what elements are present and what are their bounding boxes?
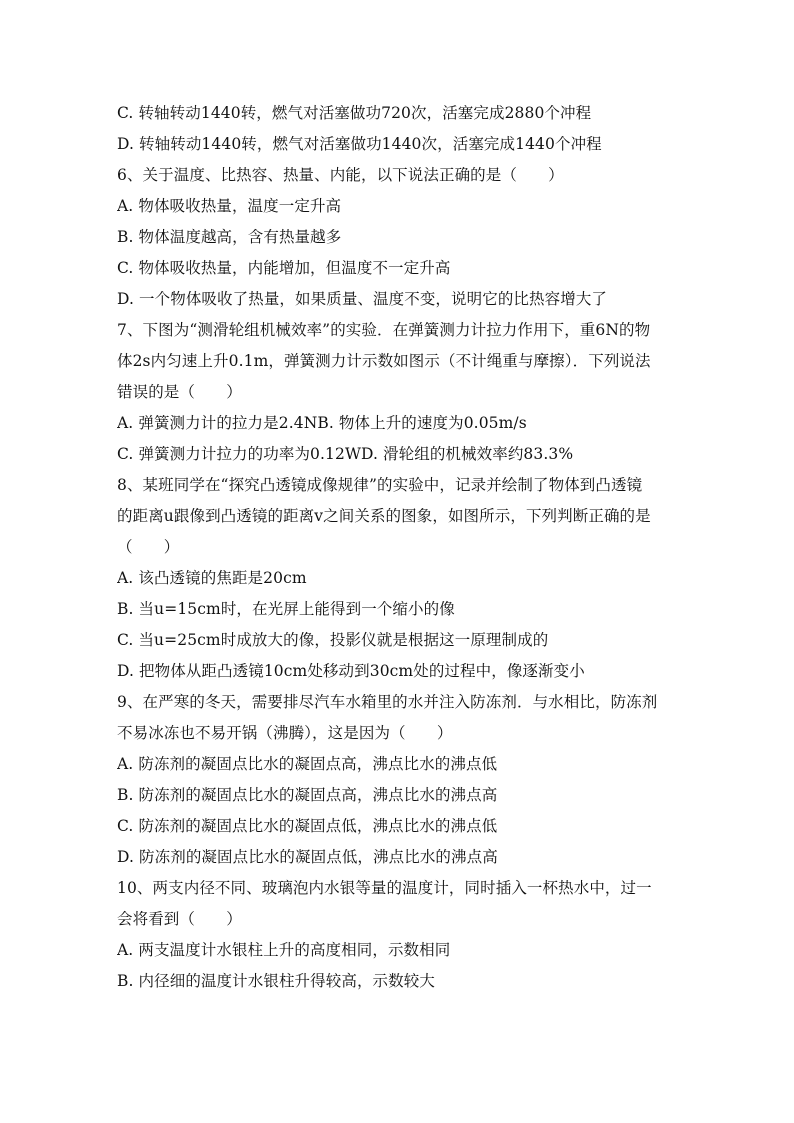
question-7-stem-line1: 7、下图为“测滑轮组机械效率”的实验．在弹簧测力计拉力作用下，重6N的物 xyxy=(117,321,651,339)
option-9d: D. 防冻剂的凝固点比水的凝固点低，沸点比水的沸点高 xyxy=(117,848,498,866)
option-8b: B. 当u=15cm时，在光屏上能得到一个缩小的像 xyxy=(117,600,455,618)
option-6b: B. 物体温度越高，含有热量越多 xyxy=(117,228,342,246)
option-8d: D. 把物体从距凸透镜10cm处移动到30cm处的过程中，像逐渐变小 xyxy=(117,662,585,680)
option-9a: A. 防冻剂的凝固点比水的凝固点高，沸点比水的沸点低 xyxy=(117,755,498,773)
option-7cd: C. 弹簧测力计拉力的功率为0.12WD. 滑轮组的机械效率约83.3% xyxy=(117,445,574,463)
question-10-stem-line2: 会将看到（ ） xyxy=(117,910,242,928)
question-8-stem-line1: 8、某班同学在“探究凸透镜成像规律”的实验中，记录并绘制了物体到凸透镜 xyxy=(117,476,643,494)
option-7ab: A. 弹簧测力计的拉力是2.4NB. 物体上升的速度为0.05m/s xyxy=(117,414,527,432)
option-8c: C. 当u=25cm时成放大的像，投影仪就是根据这一原理制成的 xyxy=(117,631,549,649)
question-7-stem-line2: 体2s内匀速上升0.1m，弹簧测力计示数如图示（不计绳重与摩擦）．下列说法 xyxy=(117,352,651,370)
option-8a: A. 该凸透镜的焦距是20cm xyxy=(117,569,307,587)
question-8-stem-line2: 的距离u跟像到凸透镜的距离v之间关系的图象，如图所示，下列判断正确的是 xyxy=(117,507,651,525)
question-6-stem: 6、关于温度、比热容、热量、内能，以下说法正确的是（ ） xyxy=(117,166,564,184)
option-9c: C. 防冻剂的凝固点比水的凝固点低，沸点比水的沸点低 xyxy=(117,817,498,835)
option-10a: A. 两支温度计水银柱上升的高度相同，示数相同 xyxy=(117,941,451,959)
question-9-stem-line1: 9、在严寒的冬天，需要排尽汽车水箱里的水并注入防冻剂．与水相比，防冻剂 xyxy=(117,693,658,711)
question-10-stem-line1: 10、两支内径不同、玻璃泡内水银等量的温度计，同时插入一杯热水中，过一 xyxy=(117,879,652,897)
option-6a: A. 物体吸收热量，温度一定升高 xyxy=(117,197,342,215)
option-10b: B. 内径细的温度计水银柱升得较高，示数较大 xyxy=(117,972,435,990)
option-6d: D. 一个物体吸收了热量，如果质量、温度不变，说明它的比热容增大了 xyxy=(117,290,608,308)
question-7-stem-line3: 错误的是（ ） xyxy=(117,383,242,401)
option-5c: C. 转轴转动1440转，燃气对活塞做功720次，活塞完成2880个冲程 xyxy=(117,104,592,122)
option-9b: B. 防冻剂的凝固点比水的凝固点高，沸点比水的沸点高 xyxy=(117,786,498,804)
option-6c: C. 物体吸收热量，内能增加，但温度不一定升高 xyxy=(117,259,451,277)
question-9-stem-line2: 不易冰冻也不易开锅（沸腾），这是因为（ ） xyxy=(117,724,453,742)
page-content xyxy=(117,98,687,997)
question-8-stem-line3: （ ） xyxy=(117,538,180,556)
option-5d: D. 转轴转动1440转，燃气对活塞做功1440次，活塞完成1440个冲程 xyxy=(117,135,602,153)
